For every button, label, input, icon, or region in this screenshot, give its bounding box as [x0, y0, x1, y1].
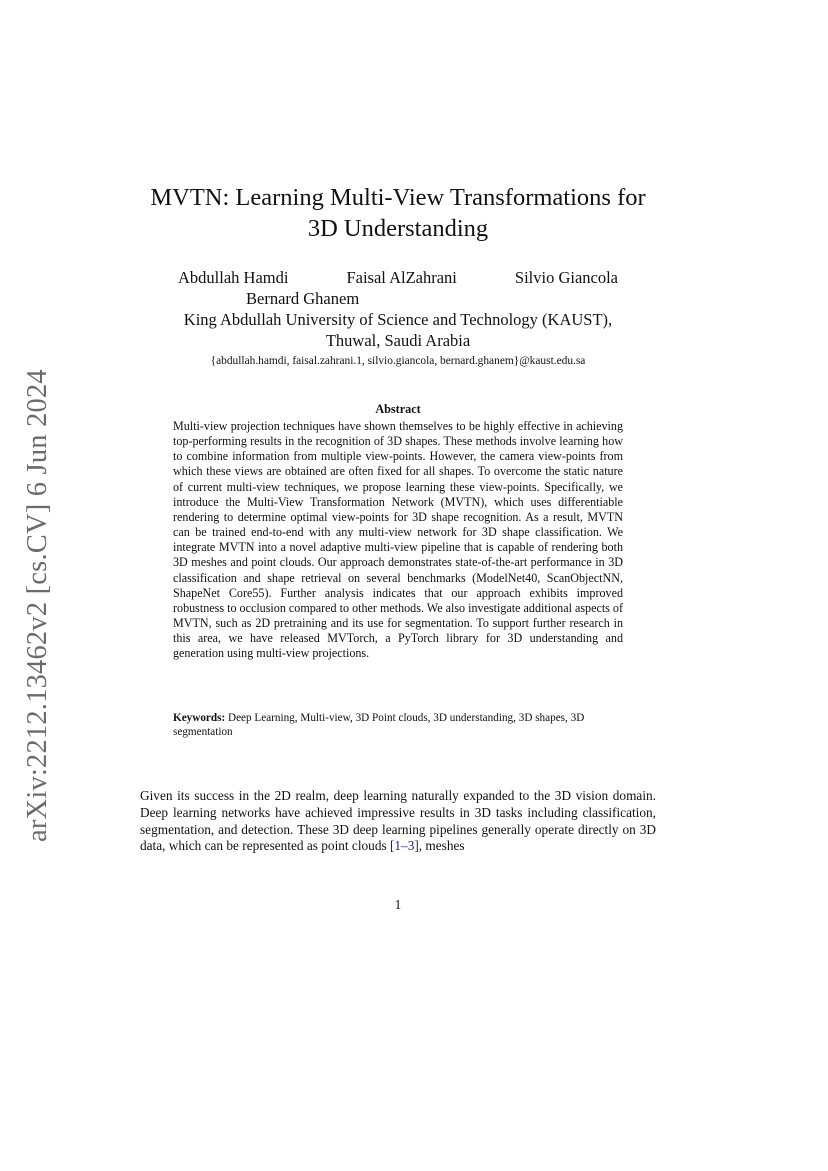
keywords-label: Keywords: — [173, 712, 226, 724]
author-row — [140, 268, 656, 289]
author-emails: {abdullah.hamdi, faisal.zahrani.1, silvio.giancola, bernard.ghanem}@kaust.edu.sa — [210, 355, 586, 367]
arxiv-identifier-stamp: arXiv:2212.13462v2 [cs.CV] 6 Jun 2024 — [22, 369, 53, 842]
keywords — [173, 711, 623, 739]
title-line-1: MVTN: Learning Multi-View Transformations for — [150, 184, 646, 211]
author-name: Bernard Ghanem — [246, 288, 360, 308]
paper-title — [140, 182, 656, 244]
abstract-text: Multi-view projection techniques have shown themselves to be highly effective in achieving top-performing results in the recognition of 3D shapes. These methods involve learning how to combine information from multiple view-points. However, the camera view-points from which these views are obtained are often fixed for all shapes. To overcome the static nature of current multi-view techniques, we propose learning these view-points. Specifically, we introduce the Multi-View Transformation Network (MVTN), which uses differentiable rendering to determine optimal view-points for 3D shape recognition. As a result, MVTN can be trained end-to-end with any multi-view network for 3D shape classification. We integrate MVTN into a novel adaptive multi-view pipeline that is capable of rendering both 3D meshes and point clouds. Our approach demonstrates state-of-the-art performance in 3D classification and shape retrieval on several benchmarks (ModelNet40, ScanObjectNN, ShapeNet Core55). Further analysis indicates that our approach exhibits improved robustness to occlusion compared to other methods. We also investigate additional aspects of MVTN, such as 2D pretraining and its use for segmentation. To support further research in this area, we have released MVTorch, a PyTorch library for 3D understanding and generation using multi-view projections. — [173, 419, 623, 661]
author-name: Faisal AlZahrani — [346, 268, 457, 287]
citation-link[interactable]: [1–3] — [389, 838, 419, 854]
intro-text: Given its success in the 2D realm, deep learning naturally expanded to the 3D vision domain. Deep learning networks have achieved impressive results in 3D tasks including classification, segmentation, and detection. These 3D deep learning pipelines generally operate directly on 3D data, which can be represented as point clouds — [140, 788, 656, 854]
affiliation — [140, 310, 656, 351]
keywords-text: Deep Learning, Multi-view, 3D Point clouds, 3D understanding, 3D shapes, 3D segmentation — [173, 712, 585, 739]
author-list — [140, 268, 656, 309]
title-line-2: 3D Understanding — [307, 215, 489, 242]
author-name: Abdullah Hamdi — [178, 268, 289, 287]
page-number: 1 — [394, 897, 402, 912]
intro-text-continued: , meshes — [418, 838, 465, 854]
affiliation-line-1: King Abdullah University of Science and Technology (KAUST), — [183, 310, 613, 329]
author-row — [140, 289, 656, 310]
author-name: Silvio Giancola — [514, 268, 618, 287]
introduction-paragraph — [140, 788, 656, 855]
abstract-heading: Abstract — [375, 402, 421, 416]
affiliation-line-2: Thuwal, Saudi Arabia — [325, 330, 471, 350]
